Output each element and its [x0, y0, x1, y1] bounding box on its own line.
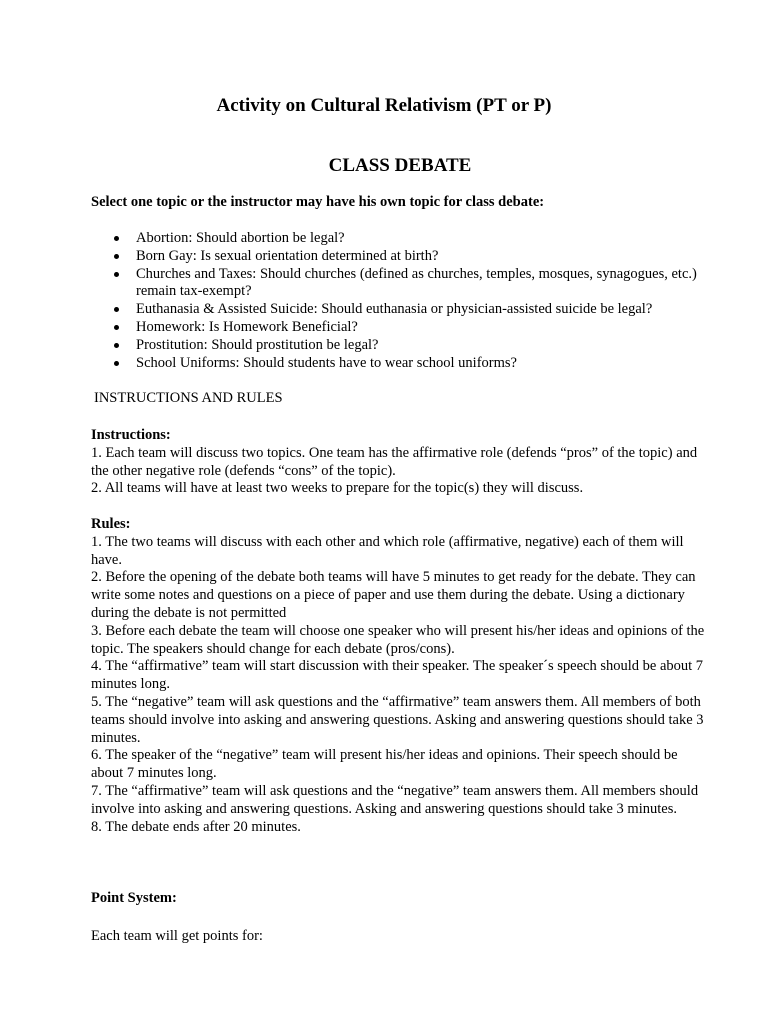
- topic-text: Born Gay: Is sexual orientation determined at birth?: [136, 247, 439, 264]
- point-system-heading: Point System:: [91, 890, 177, 906]
- list-item: [91, 301, 711, 319]
- instruction-item: 2. All teams will have at least two weeks to prepare for the topic(s) they will discuss.: [91, 480, 584, 497]
- bullet-icon: [114, 307, 119, 312]
- bullet-icon: [114, 272, 119, 277]
- rule-item: 4. The “affirmative” team will start discussion with their speaker. The speaker´s speech should be about 7 minutes long.: [91, 658, 704, 693]
- topic-list: [91, 230, 711, 372]
- list-item: [91, 355, 711, 373]
- rule-item: 7. The “affirmative” team will ask questions and the “negative” team answers them. All members should involve into asking and answering questions. Asking and answering questions should take 3 minutes.: [91, 782, 699, 817]
- instructions-section: [91, 427, 713, 498]
- list-item: [91, 230, 711, 248]
- list-item: [91, 248, 711, 266]
- rule-item: 6. The speaker of the “negative” team will present his/her ideas and opinions. Their speech should be about 7 minutes long.: [91, 747, 678, 782]
- rule-item: 2. Before the opening of the debate both teams will have 5 minutes to get ready for the debate. They can write some notes and questions on a piece of paper and use them during the debate. Using a dictionary during the debate is not permitted: [91, 569, 696, 621]
- rules-section: [91, 516, 713, 836]
- bullet-icon: [114, 236, 119, 241]
- bullet-icon: [114, 343, 119, 348]
- point-system-intro: Each team will get points for:: [91, 928, 263, 944]
- document-subtitle: CLASS DEBATE: [328, 155, 472, 176]
- topic-text: Churches and Taxes: Should churches (defined as churches, temples, mosques, synagogues, etc.) remain tax-exempt?: [136, 265, 697, 300]
- topic-text: Abortion: Should abortion be legal?: [136, 230, 345, 246]
- topic-text: School Uniforms: Should students have to wear school uniforms?: [136, 354, 517, 371]
- bullet-icon: [114, 325, 119, 330]
- rules-heading: Rules:: [91, 516, 131, 532]
- instructions-and-rules-heading: INSTRUCTIONS AND RULES: [94, 390, 283, 406]
- instructions-heading: Instructions:: [91, 427, 171, 443]
- instruction-item: 1. Each team will discuss two topics. One team has the affirmative role (defends “pros” of the topic) and the other negative role (defends “cons” of the topic).: [91, 444, 698, 479]
- rule-item: 5. The “negative” team will ask questions and the “affirmative” team answers them. All members of both teams should involve into asking and answering questions. Asking and answering questions should take 3 minutes.: [91, 693, 704, 746]
- topic-text: Euthanasia & Assisted Suicide: Should euthanasia or physician-assisted suicide be legal?: [136, 301, 653, 318]
- document-title: Activity on Cultural Relativism (PT or P): [216, 95, 552, 116]
- list-item: [91, 266, 711, 302]
- bullet-icon: [114, 254, 119, 259]
- topic-text: Prostitution: Should prostitution be legal?: [136, 336, 379, 353]
- topic-text: Homework: Is Homework Beneficial?: [136, 318, 358, 335]
- rule-item: 8. The debate ends after 20 minutes.: [91, 818, 301, 835]
- list-item: [91, 337, 711, 355]
- topic-selection-instruction: Select one topic or the instructor may have his own topic for class debate:: [91, 194, 545, 210]
- rule-item: 1. The two teams will discuss with each other and which role (affirmative, negative) each of them will have.: [91, 533, 684, 568]
- list-item: [91, 319, 711, 337]
- bullet-icon: [114, 361, 119, 366]
- rule-item: 3. Before each debate the team will choose one speaker who will present his/her ideas and opinions of the topic. The speakers should change for each debate (pros/cons).: [91, 622, 705, 657]
